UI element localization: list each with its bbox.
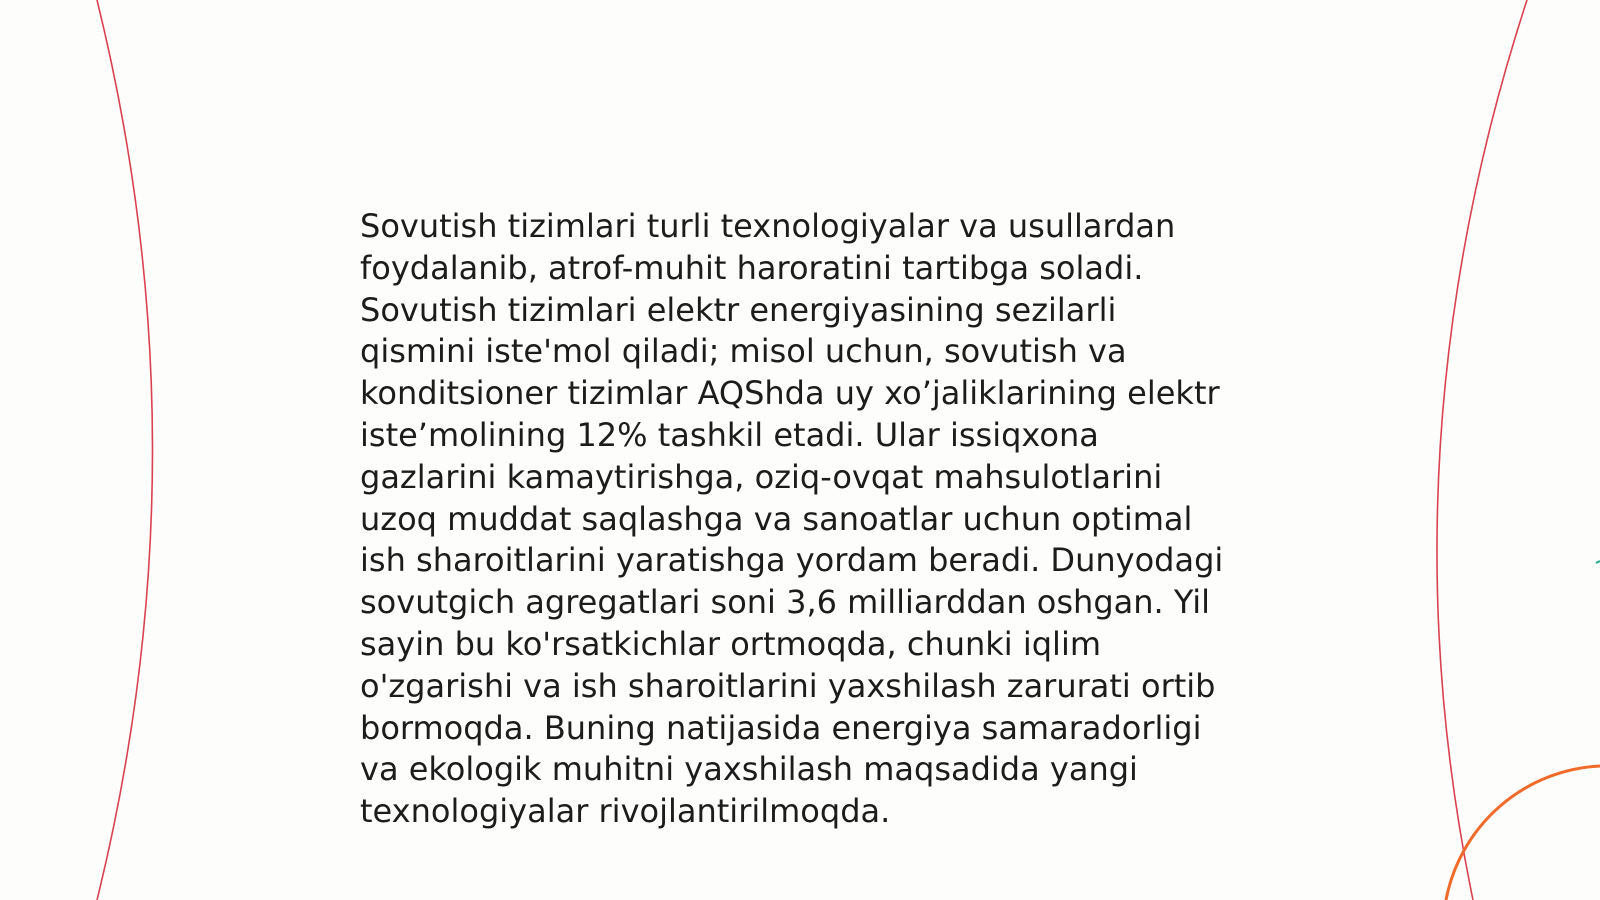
paragraph-line: ish sharoitlarini yaratishga yordam beradi. Dunyodagi: [360, 541, 1224, 580]
paragraph-line: va ekologik muhitni yaxshilash maqsadida yangi: [360, 750, 1138, 789]
paragraph-line: konditsioner tizimlar AQShda uy xo’jaliklarining elektr: [360, 374, 1220, 413]
right-curve-line: [1437, 0, 1527, 900]
paragraph-line: iste’molining 12% tashkil etadi. Ular issiqxona: [360, 415, 1099, 454]
paragraph-line: Sovutish tizimlari elektr energiyasining sezilarli: [360, 290, 1117, 329]
paragraph-line: foydalanib, atrof-muhit haroratini tartibga soladi.: [360, 248, 1144, 287]
paragraph-line: uzoq muddat saqlashga va sanoatlar uchun optimal: [360, 499, 1193, 538]
body-paragraph: [360, 206, 1260, 833]
paragraph-line: sovutgich agregatlari soni 3,6 milliarddan oshgan. Yil: [360, 583, 1211, 622]
paragraph-line: Sovutish tizimlari turli texnologiyalar va usullardan: [360, 207, 1176, 245]
paragraph-line: bormoqda. Buning natijasida energiya samaradorligi: [360, 708, 1202, 747]
paragraph-line: qismini iste'mol qiladi; misol uchun, sovutish va: [360, 332, 1127, 371]
paragraph-line: gazlarini kamaytirishga, oziq-ovqat mahsulotlarini: [360, 457, 1163, 496]
left-curve-line: [97, 0, 153, 900]
paragraph-line: texnologiyalar rivojlantirilmoqda.: [360, 792, 891, 831]
paragraph-line: sayin bu ko'rsatkichlar ortmoqda, chunki iqlim: [360, 624, 1101, 663]
paragraph-line: o'zgarishi va ish sharoitlarini yaxshilash zarurati ortib: [360, 666, 1216, 705]
teal-accent-mark: [1596, 561, 1600, 563]
